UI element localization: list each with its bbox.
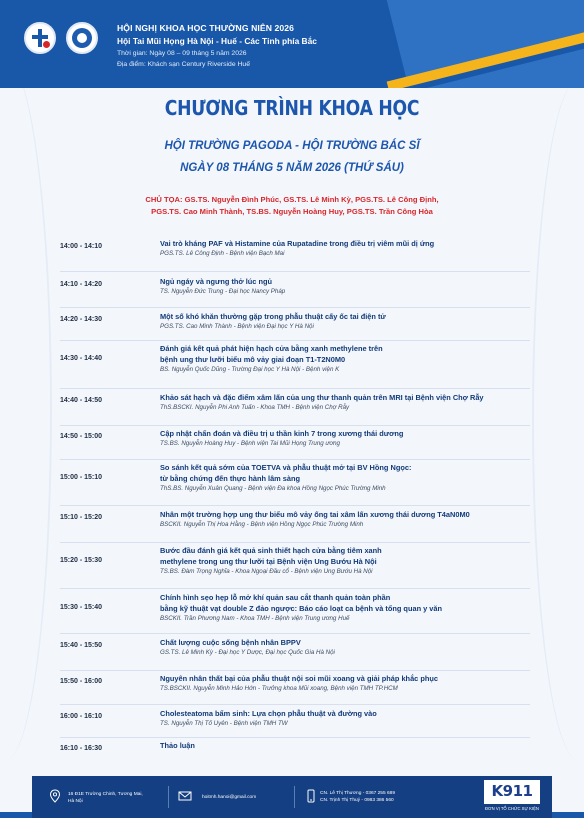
session-details: [160, 311, 530, 331]
session-speaker: TS.BS. Đàm Trọng Nghĩa - Khoa Ngoại Đầu cổ - Bệnh viện Ung Bướu Hà Nội: [160, 568, 373, 575]
session-time: 14:00 - 14:10: [60, 243, 103, 250]
contact-line: CN. Trịnh Thị Thuý - 0983 386 560: [320, 798, 394, 803]
session-time: 14:30 - 14:40: [60, 355, 103, 362]
event-time: Thời gian: Ngày 08 – 09 tháng 5 năm 2026: [117, 50, 247, 57]
session-speaker: TS.BSCKII. Nguyễn Minh Hảo Hớn - Trưởng khoa Mũi xoang, Bệnh viện TMH TP.HCM: [160, 685, 398, 692]
organizer-caption: ĐƠN VỊ TỔ CHỨC SỰ KIỆN: [485, 806, 539, 811]
mail-icon: [178, 789, 192, 803]
session-title: Nhân một trường hợp ung thư biểu mô vảy ống tai xâm lấn xương thái dương T4aN0M0: [160, 510, 470, 519]
session-title: Cập nhật chẩn đoán và điều trị u thần kinh 7 trong xương thái dương: [160, 429, 404, 438]
session-title: Cholesteatoma bẩm sinh: Lựa chọn phẫu thuật và đường vào: [160, 709, 377, 718]
session-row: [60, 637, 530, 671]
session-speaker: TS. Nguyễn Thị Tố Uyên - Bệnh viện TMH TW: [160, 720, 288, 727]
session-row: [60, 740, 530, 766]
session-speaker: ThS.BSCKI. Nguyễn Phi Anh Tuấn - Khoa TMH - Bệnh viện Chợ Rẫy: [160, 404, 350, 411]
conference-name: HỘI NGHỊ KHOA HỌC THƯỜNG NIÊN 2026: [117, 23, 295, 33]
session-row: [60, 428, 530, 460]
session-speaker: TS. Nguyễn Đức Trung - Đại học Nancy Pháp: [160, 288, 286, 295]
session-title: từ bằng chứng đến thực hành lâm sàng: [160, 474, 301, 483]
chair-list-line: CHỦ TỌA: GS.TS. Nguyễn Đình Phúc, GS.TS. Lê Minh Kỳ, PGS.TS. Lê Công Định,: [145, 195, 439, 204]
session-time: 15:20 - 15:30: [60, 557, 103, 564]
session-details: [160, 545, 530, 576]
hall-title: HỘI TRƯỜNG PAGODA - HỘI TRƯỜNG BÁC SĨ: [164, 140, 420, 152]
session-title: Chất lượng cuộc sống bệnh nhân BPPV: [160, 638, 301, 647]
session-details: [160, 592, 530, 623]
event-venue: Địa điểm: Khách sạn Century Riverside Huế: [117, 61, 250, 68]
session-title: Đánh giá kết quả phát hiện hạch cửa bằng xanh methylene trên: [160, 344, 383, 353]
session-title: Thảo luận: [160, 741, 195, 750]
session-details: [160, 343, 530, 374]
session-speaker: PGS.TS. Cao Minh Thành - Bệnh viện Đại học Y Hà Nội: [160, 323, 314, 330]
decorative-wave: [532, 80, 584, 760]
session-row: [60, 343, 530, 389]
location-pin-icon: [48, 789, 62, 803]
session-details: [160, 276, 530, 296]
hospital-logo-icon: [24, 22, 56, 54]
session-row: [60, 462, 530, 506]
session-details: [160, 637, 530, 657]
session-time: 16:00 - 16:10: [60, 713, 103, 720]
organizer-logo: [476, 780, 546, 814]
session-title: Chính hình sẹo hẹp lỗ mở khí quản sau cắt thanh quản toàn phần: [160, 593, 391, 602]
session-speaker: TS.BS. Nguyễn Hoàng Huy - Bệnh viện Tai Mũi Họng Trung ương: [160, 440, 340, 447]
session-time: 15:10 - 15:20: [60, 514, 103, 521]
session-speaker: BS. Nguyễn Quốc Dũng - Trường Đại học Y Hà Nội - Bệnh viện K: [160, 366, 340, 373]
session-row: [60, 238, 530, 272]
session-details: [160, 673, 530, 693]
session-title: methylene trong ung thư lưỡi tại Bệnh viện Ung Bướu Hà Nội: [160, 557, 377, 566]
chair-list-line: PGS.TS. Cao Minh Thành, TS.BS. Nguyễn Hoàng Huy, PGS.TS. Trần Công Hòa: [151, 207, 433, 216]
email-address[interactable]: hoitmh.hanoi@gmail.com: [202, 795, 257, 800]
session-row: [60, 509, 530, 543]
page-title: CHƯƠNG TRÌNH KHOA HỌC: [164, 96, 420, 120]
session-row: [60, 673, 530, 705]
footer-divider: [168, 786, 169, 808]
session-row: [60, 276, 530, 308]
session-row: [60, 592, 530, 634]
address-line: 16 Đ1E Trường Chinh, Tương Mai,: [68, 792, 143, 797]
session-details: [160, 462, 530, 493]
session-row: [60, 392, 530, 426]
session-details: [160, 708, 530, 728]
session-time: 15:30 - 15:40: [60, 604, 103, 611]
organizer-logo-text: K911: [491, 782, 533, 800]
session-title: Bước đầu đánh giá kết quả sinh thiết hạch cửa bằng tiêm xanh: [160, 546, 382, 555]
session-details: [160, 392, 530, 412]
session-details: [160, 509, 530, 529]
session-row: [60, 311, 530, 341]
session-speaker: BSCKII. Trần Phương Nam - Khoa TMH - Bệnh viện Trung ương Huế: [160, 615, 350, 622]
session-speaker: GS.TS. Lê Minh Kỳ - Đại học Y Dược, Đại học Quốc Gia Hà Nội: [160, 649, 335, 656]
session-row: [60, 708, 530, 738]
session-time: 14:40 - 14:50: [60, 397, 103, 404]
session-time: 16:10 - 16:30: [60, 745, 103, 752]
session-title: Một số khó khăn thường gặp trong phẫu thuật cấy ốc tai điện tử: [160, 312, 386, 321]
session-details: [160, 740, 530, 751]
phone-icon: [304, 789, 318, 803]
session-time: 14:10 - 14:20: [60, 281, 103, 288]
session-time: 15:50 - 16:00: [60, 678, 103, 685]
date-title: NGÀY 08 THÁNG 5 NĂM 2026 (THỨ SÁU): [180, 162, 404, 174]
session-speaker: ThS.BS. Nguyễn Xuân Quang - Bệnh viện Đa khoa Hồng Ngọc Phúc Trường Minh: [160, 485, 386, 492]
session-time: 15:00 - 15:10: [60, 474, 103, 481]
session-title: bệnh ung thư lưỡi biểu mô vảy giai đoạn T1-T2N0M0: [160, 355, 346, 364]
association-logo-icon: [66, 22, 98, 54]
session-row: [60, 545, 530, 589]
session-speaker: BSCKII. Nguyễn Thị Hoa Hằng - Bệnh viện Hồng Ngọc Phúc Trường Minh: [160, 521, 364, 528]
header-banner: [0, 0, 584, 88]
session-time: 14:20 - 14:30: [60, 316, 103, 323]
session-title: Nguyên nhân thất bại của phẫu thuật nội soi mũi xoang và giải pháp khắc phục: [160, 674, 439, 683]
session-title: Ngủ ngáy và ngưng thở lúc ngủ: [160, 277, 273, 286]
session-title: bằng kỹ thuật vạt double Z đảo ngược: Báo cáo loạt ca bệnh và tổng quan y văn: [160, 604, 443, 613]
session-details: [160, 238, 530, 258]
session-time: 15:40 - 15:50: [60, 642, 103, 649]
session-time: 14:50 - 15:00: [60, 433, 103, 440]
footer-divider: [294, 786, 295, 808]
contact-line: CN. Lê Thị Thương - 0367 255 689: [320, 791, 395, 796]
session-details: [160, 428, 530, 448]
association-name: Hội Tai Mũi Họng Hà Nội - Huế - Các Tỉnh phía Bắc: [117, 36, 317, 46]
session-title: Vai trò kháng PAF và Histamine của Rupatadine trong điều trị viêm mũi dị ứng: [160, 239, 435, 248]
address-line: Hà Nội: [68, 799, 83, 804]
session-title: Khảo sát hạch và đặc điểm xâm lấn của ung thư thanh quản trên MRI tại Bệnh viện Chợ Rẫy: [160, 393, 484, 402]
session-speaker: PGS.TS. Lê Công Định - Bệnh viện Bạch Mai: [160, 250, 285, 257]
footer-bar: [32, 776, 552, 818]
session-title: So sánh kết quả sớm của TOETVA và phẫu thuật mở tại BV Hồng Ngọc:: [160, 463, 412, 472]
